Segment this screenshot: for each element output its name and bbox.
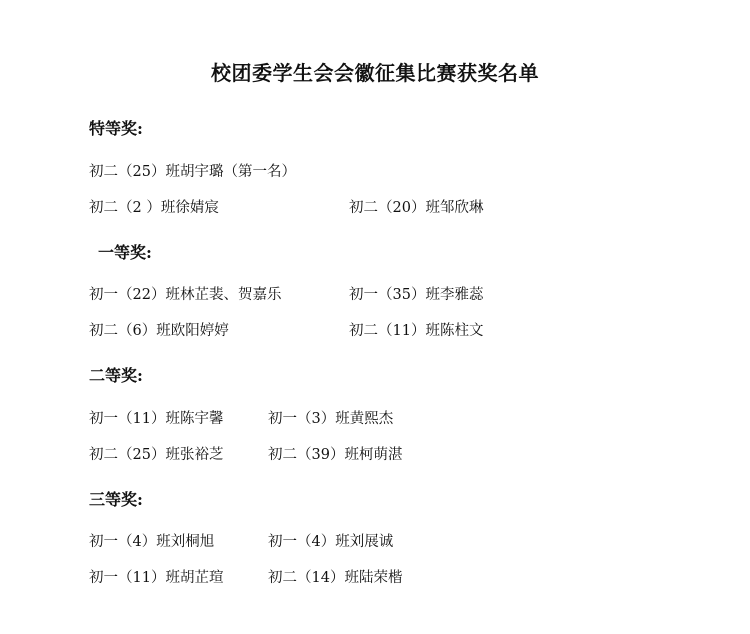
document-title: 校团委学生会会徽征集比赛获奖名单 bbox=[211, 61, 539, 85]
section-heading-first-prize: 一等奖: bbox=[98, 243, 152, 262]
winner-entry: 初一（22）班林芷裴、贺嘉乐 bbox=[89, 287, 282, 303]
winner-entry: 初二（11）班陈柱文 bbox=[349, 323, 484, 339]
winner-entry: 初一（11）班陈宇馨 bbox=[89, 411, 224, 427]
winner-entry: 初二（14）班陆荣楷 bbox=[268, 570, 403, 586]
winner-entry: 初二（25）班胡宇璐（第一名） bbox=[89, 164, 296, 180]
winner-entry: 初二（2 ）班徐婧宸 bbox=[89, 200, 219, 216]
winner-entry: 初一（4）班刘展诚 bbox=[268, 534, 394, 550]
winner-entry: 初二（39）班柯萌湛 bbox=[268, 447, 403, 463]
winner-entry: 初一（4）班刘桐旭 bbox=[89, 534, 215, 550]
winner-entry: 初二（25）班张裕芝 bbox=[89, 447, 224, 463]
section-heading-special-prize: 特等奖: bbox=[89, 119, 143, 138]
section-heading-third-prize: 三等奖: bbox=[89, 490, 143, 509]
winner-entry: 初一（3）班黄熙杰 bbox=[268, 411, 394, 427]
winner-entry: 初一（35）班李雅蕊 bbox=[349, 287, 484, 303]
winner-entry: 初二（6）班欧阳婷婷 bbox=[89, 323, 229, 339]
winner-entry: 初一（11）班胡芷瑄 bbox=[89, 570, 224, 586]
section-heading-second-prize: 二等奖: bbox=[89, 366, 143, 385]
winner-entry: 初二（20）班邹欣琳 bbox=[349, 200, 484, 216]
